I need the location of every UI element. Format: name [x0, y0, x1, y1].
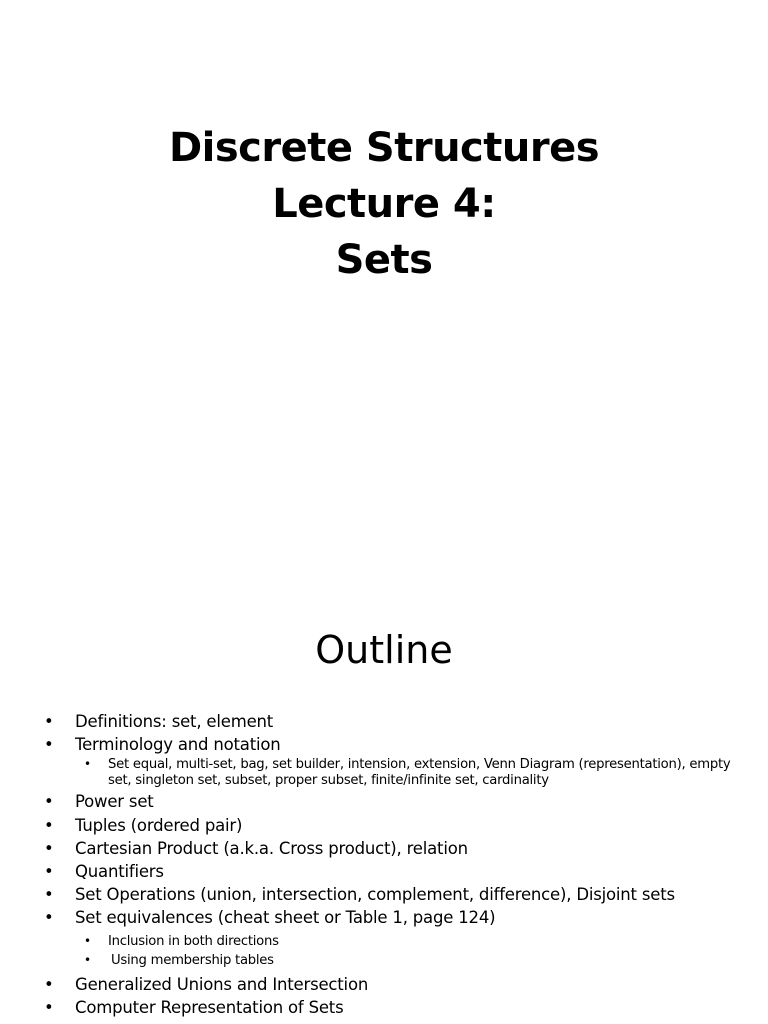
outline-item-text: Quantifiers: [75, 862, 164, 882]
bullet-icon: •: [44, 908, 54, 928]
sub-bullet-icon: •: [84, 933, 91, 948]
outline-item-text: Generalized Unions and Intersection: [75, 974, 369, 994]
outline-item-tuples: [0, 814, 768, 837]
bullet-icon: •: [44, 997, 54, 1017]
outline-subitem-terminology-list: [0, 757, 768, 788]
bullet-icon: •: [44, 862, 54, 882]
outline-subitem-text: Inclusion in both directions: [108, 933, 279, 949]
outline-item-set-operations: [0, 883, 768, 906]
bullet-icon: •: [44, 735, 54, 755]
outline-item-set-equivalences: [0, 906, 768, 929]
bullet-icon: •: [44, 974, 54, 994]
outline-item-generalized-unions: [0, 973, 768, 996]
outline-subitem-membership-tables: [0, 951, 768, 970]
outline-item-terminology: [0, 733, 768, 756]
outline-item-text: Set Operations (union, intersection, complement, difference), Disjoint sets: [75, 885, 675, 905]
outline-subitem-text: Set equal, multi-set, bag, set builder, intension, extension, Venn Diagram (representation), empty set, singleton set, subset, proper subset, finite/infinite set, cardinality: [108, 757, 731, 788]
bullet-icon: •: [44, 838, 54, 858]
sub-bullet-icon: •: [84, 952, 91, 967]
equivalences-subitems: [0, 932, 768, 970]
sub-bullet-icon: •: [84, 757, 91, 772]
outline-subitem-text: Using membership tables: [111, 952, 274, 968]
outline-item-text: Tuples (ordered pair): [75, 815, 243, 835]
outline-item-text: Cartesian Product (a.k.a. Cross product), relation: [75, 838, 468, 858]
outline-item-text: Computer Representation of Sets: [75, 997, 344, 1017]
title-line-lecture: Lecture 4:: [272, 181, 496, 227]
title-line-topic: Sets: [335, 237, 433, 283]
outline-item-quantifiers: [0, 860, 768, 883]
bullet-icon: •: [44, 815, 54, 835]
outline-item-power-set: [0, 790, 768, 813]
outline-item-text: Definitions: set, element: [75, 712, 274, 731]
outline-subitem-inclusion: [0, 932, 768, 951]
outline-item-computer-representation: [0, 996, 768, 1019]
title-line-course: Discrete Structures: [168, 125, 600, 171]
bullet-icon: •: [44, 792, 54, 812]
outline-slide: [0, 576, 768, 1024]
terminology-subitems: [0, 757, 768, 788]
slide-title: [0, 120, 768, 288]
outline-item-text: Set equivalences (cheat sheet or Table 1, page 124): [75, 908, 496, 928]
outline-item-text: Power set: [75, 792, 154, 812]
outline-item-cartesian-product: [0, 837, 768, 860]
bullet-icon: •: [44, 885, 54, 905]
outline-list: [0, 710, 768, 1019]
bullet-icon: •: [44, 712, 54, 731]
outline-item-text: Terminology and notation: [75, 735, 281, 755]
outline-item-definitions: [0, 710, 768, 733]
outline-heading: Outline: [315, 628, 453, 672]
